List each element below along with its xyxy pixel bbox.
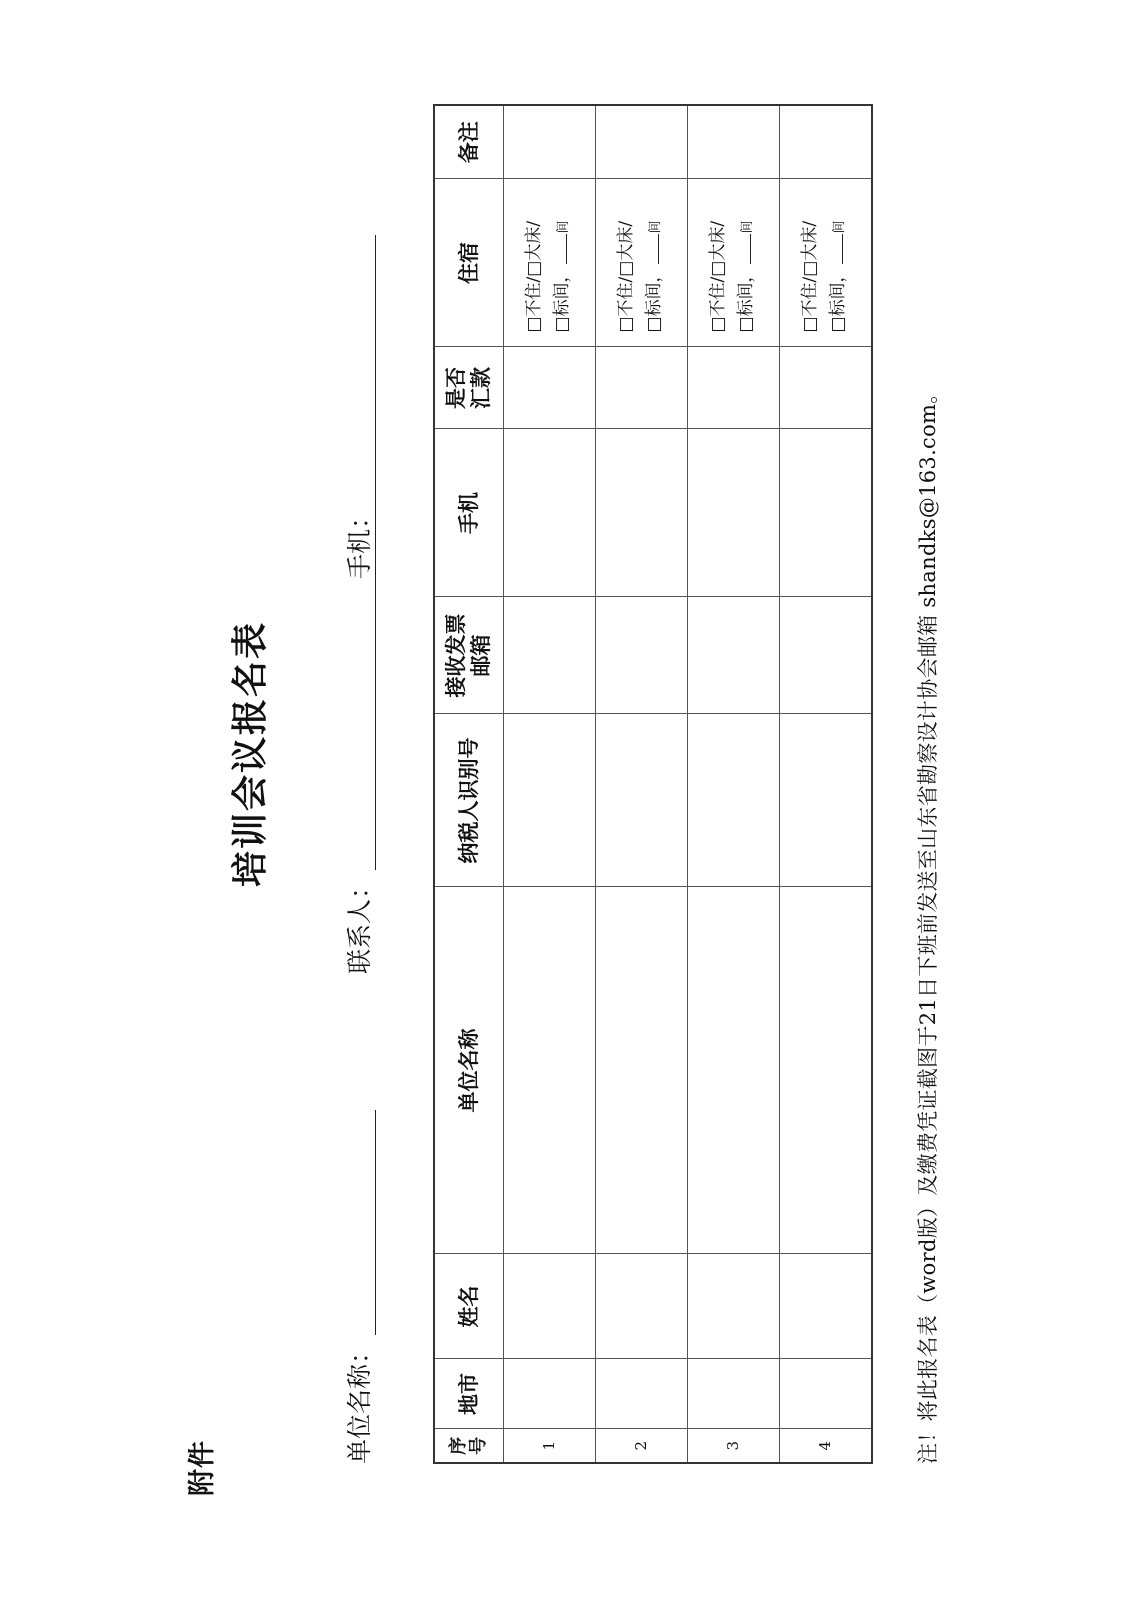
taxid-cell[interactable] bbox=[687, 714, 779, 887]
header-paid: 是否汇款 bbox=[434, 347, 504, 429]
room-count-blank[interactable] bbox=[828, 234, 843, 264]
stay-options-line1: □不住/□大床/ bbox=[708, 220, 729, 333]
phone-cell[interactable] bbox=[687, 429, 779, 597]
row-seq: 1 bbox=[504, 1429, 596, 1463]
room-unit: 间 bbox=[832, 220, 848, 234]
header-remark: 备注 bbox=[434, 105, 504, 179]
remark-cell[interactable] bbox=[687, 105, 779, 179]
header-taxid: 纳税人识别号 bbox=[434, 714, 504, 887]
registration-table bbox=[433, 104, 873, 1464]
form-title: 培训会议报名表 bbox=[230, 621, 271, 888]
unit-cell[interactable] bbox=[504, 887, 596, 1254]
taxid-cell[interactable] bbox=[779, 714, 872, 887]
taxid-cell[interactable] bbox=[504, 714, 596, 887]
stay-standard-option: □标间， bbox=[736, 265, 757, 333]
table-row bbox=[779, 105, 872, 1463]
stay-standard-option: □标间， bbox=[828, 265, 849, 333]
stay-options-line1: □不住/□大床/ bbox=[524, 220, 545, 333]
stay-options-line2 bbox=[548, 180, 578, 333]
paid-cell[interactable] bbox=[779, 347, 872, 429]
phone-label: 手机： bbox=[345, 503, 374, 579]
header-unit: 单位名称 bbox=[434, 887, 504, 1254]
email-cell[interactable] bbox=[779, 597, 872, 714]
unit-cell[interactable] bbox=[595, 887, 687, 1254]
stay-standard-option: □标间， bbox=[552, 265, 573, 333]
remark-cell[interactable] bbox=[779, 105, 872, 179]
stay-options-line1: □不住/□大床/ bbox=[616, 220, 637, 333]
unit-cell[interactable] bbox=[687, 887, 779, 1254]
phone-field bbox=[340, 235, 376, 579]
table-row bbox=[595, 105, 687, 1463]
stay-cell[interactable] bbox=[504, 179, 596, 347]
header-email: 接收发票邮箱 bbox=[434, 597, 504, 714]
table-row bbox=[687, 105, 779, 1463]
row-seq: 3 bbox=[687, 1429, 779, 1463]
paid-cell[interactable] bbox=[595, 347, 687, 429]
room-unit: 间 bbox=[648, 220, 664, 234]
attachment-label: 附件 bbox=[187, 1440, 218, 1496]
city-cell[interactable] bbox=[595, 1359, 687, 1429]
name-cell[interactable] bbox=[779, 1254, 872, 1359]
unit-cell[interactable] bbox=[779, 887, 872, 1254]
phone-cell[interactable] bbox=[504, 429, 596, 597]
header-city: 地市 bbox=[434, 1359, 504, 1429]
stay-options-line2 bbox=[640, 180, 670, 333]
stay-cell[interactable] bbox=[687, 179, 779, 347]
remark-cell[interactable] bbox=[595, 105, 687, 179]
name-cell[interactable] bbox=[687, 1254, 779, 1359]
room-unit: 间 bbox=[740, 220, 756, 234]
header-phone: 手机 bbox=[434, 429, 504, 597]
name-cell[interactable] bbox=[595, 1254, 687, 1359]
city-cell[interactable] bbox=[504, 1359, 596, 1429]
city-cell[interactable] bbox=[687, 1359, 779, 1429]
header-seq: 序号 bbox=[434, 1429, 504, 1463]
unit-name-blank[interactable] bbox=[347, 1110, 376, 1335]
stay-options-line2 bbox=[824, 180, 854, 333]
row-seq: 4 bbox=[779, 1429, 872, 1463]
email-cell[interactable] bbox=[504, 597, 596, 714]
contact-label: 联系人： bbox=[345, 873, 374, 974]
room-count-blank[interactable] bbox=[644, 234, 659, 264]
city-cell[interactable] bbox=[779, 1359, 872, 1429]
name-cell[interactable] bbox=[504, 1254, 596, 1359]
phone-cell[interactable] bbox=[779, 429, 872, 597]
email-cell[interactable] bbox=[687, 597, 779, 714]
row-seq: 2 bbox=[595, 1429, 687, 1463]
stay-cell[interactable] bbox=[779, 179, 872, 347]
email-cell[interactable] bbox=[595, 597, 687, 714]
submission-note: 注！将此报名表（word版）及缴费凭证截图于21日下班前发送至山东省勘察设计协会邮箱 shandks@163.com。 bbox=[916, 382, 940, 1464]
unit-name-label: 单位名称： bbox=[345, 1338, 374, 1464]
room-count-blank[interactable] bbox=[552, 234, 567, 264]
stay-standard-option: □标间， bbox=[644, 265, 665, 333]
stay-options-line1: □不住/□大床/ bbox=[800, 220, 821, 333]
phone-cell[interactable] bbox=[595, 429, 687, 597]
paid-cell[interactable] bbox=[687, 347, 779, 429]
stay-options-line2 bbox=[732, 180, 762, 333]
paid-cell[interactable] bbox=[504, 347, 596, 429]
stay-cell[interactable] bbox=[595, 179, 687, 347]
header-stay: 住宿 bbox=[434, 179, 504, 347]
taxid-cell[interactable] bbox=[595, 714, 687, 887]
room-unit: 间 bbox=[556, 220, 572, 234]
phone-blank[interactable] bbox=[347, 235, 376, 500]
header-name: 姓名 bbox=[434, 1254, 504, 1359]
unit-name-field bbox=[340, 1110, 376, 1464]
table-header-row bbox=[434, 105, 504, 1463]
remark-cell[interactable] bbox=[504, 105, 596, 179]
table-row bbox=[504, 105, 596, 1463]
room-count-blank[interactable] bbox=[736, 234, 751, 264]
